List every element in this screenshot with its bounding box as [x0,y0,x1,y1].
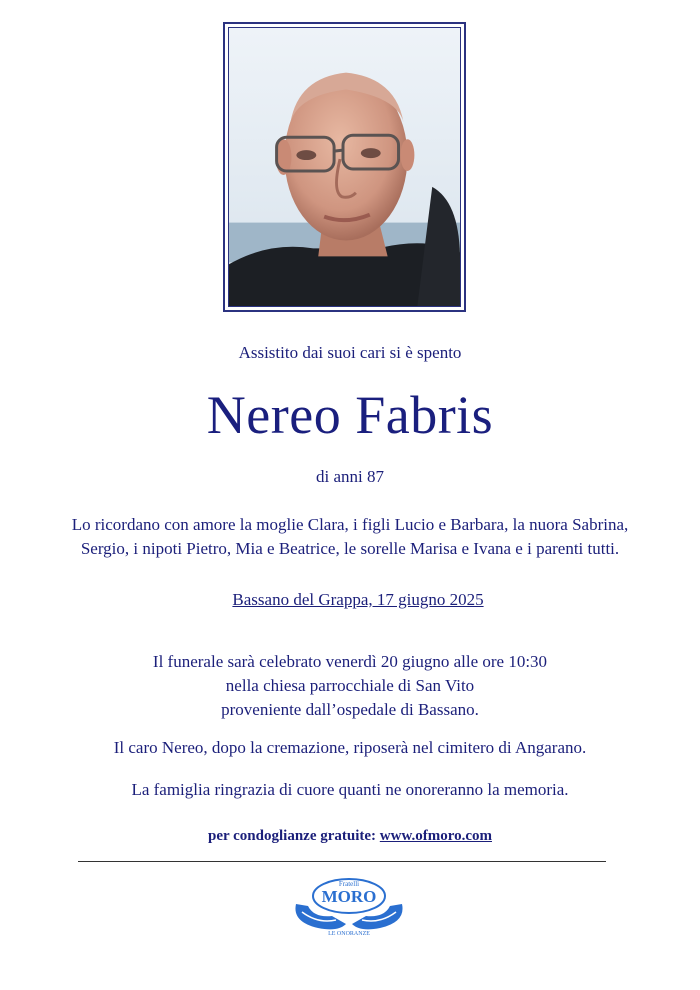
place-date: Bassano del Grappa, 17 giugno 2025 [232,590,484,609]
family-line-1: Lo ricordano con amore la moglie Clara, i figli Lucio e Barbara, la nuora Sabrina, [71,515,629,534]
funeral-line-2: nella chiesa parrocchiale di San Vito [225,676,475,695]
moro-logo [288,874,410,938]
portrait-frame [223,22,466,312]
resting-place-text: Il caro Nereo, dopo la cremazione, riposerà nel cimitero di Angarano. [113,738,587,757]
portrait-photo [228,27,461,307]
family-text [0,513,700,561]
condolences-label: per condoglianze gratuite: [208,828,377,844]
thanks-text: La famiglia ringrazia di cuore quanti ne onoreranno la memoria. [131,780,569,799]
funeral-line-1: Il funerale sarà celebrato venerdì 20 giugno alle ore 10:30 [152,652,548,671]
logo-bottom-text: LE ONORANZE [328,931,370,937]
condolences-link[interactable]: www.ofmoro.com [379,828,492,844]
logo-main-text: MORO [321,887,377,906]
deceased-name: Nereo Fabris [206,385,494,445]
family-line-2: Sergio, i nipoti Pietro, Mia e Beatrice, le sorelle Marisa e Ivana e i parenti tutti. [80,539,620,558]
logo-top-text: Fratelli [338,880,360,888]
divider [78,861,606,862]
funeral-line-3: proveniente dall’ospedale di Bassano. [221,700,479,719]
funeral-info [0,650,700,722]
age-text: di anni 87 [316,467,384,486]
condolences-line [0,828,700,845]
intro-text: Assistito dai suoi cari si è spento [238,343,462,362]
